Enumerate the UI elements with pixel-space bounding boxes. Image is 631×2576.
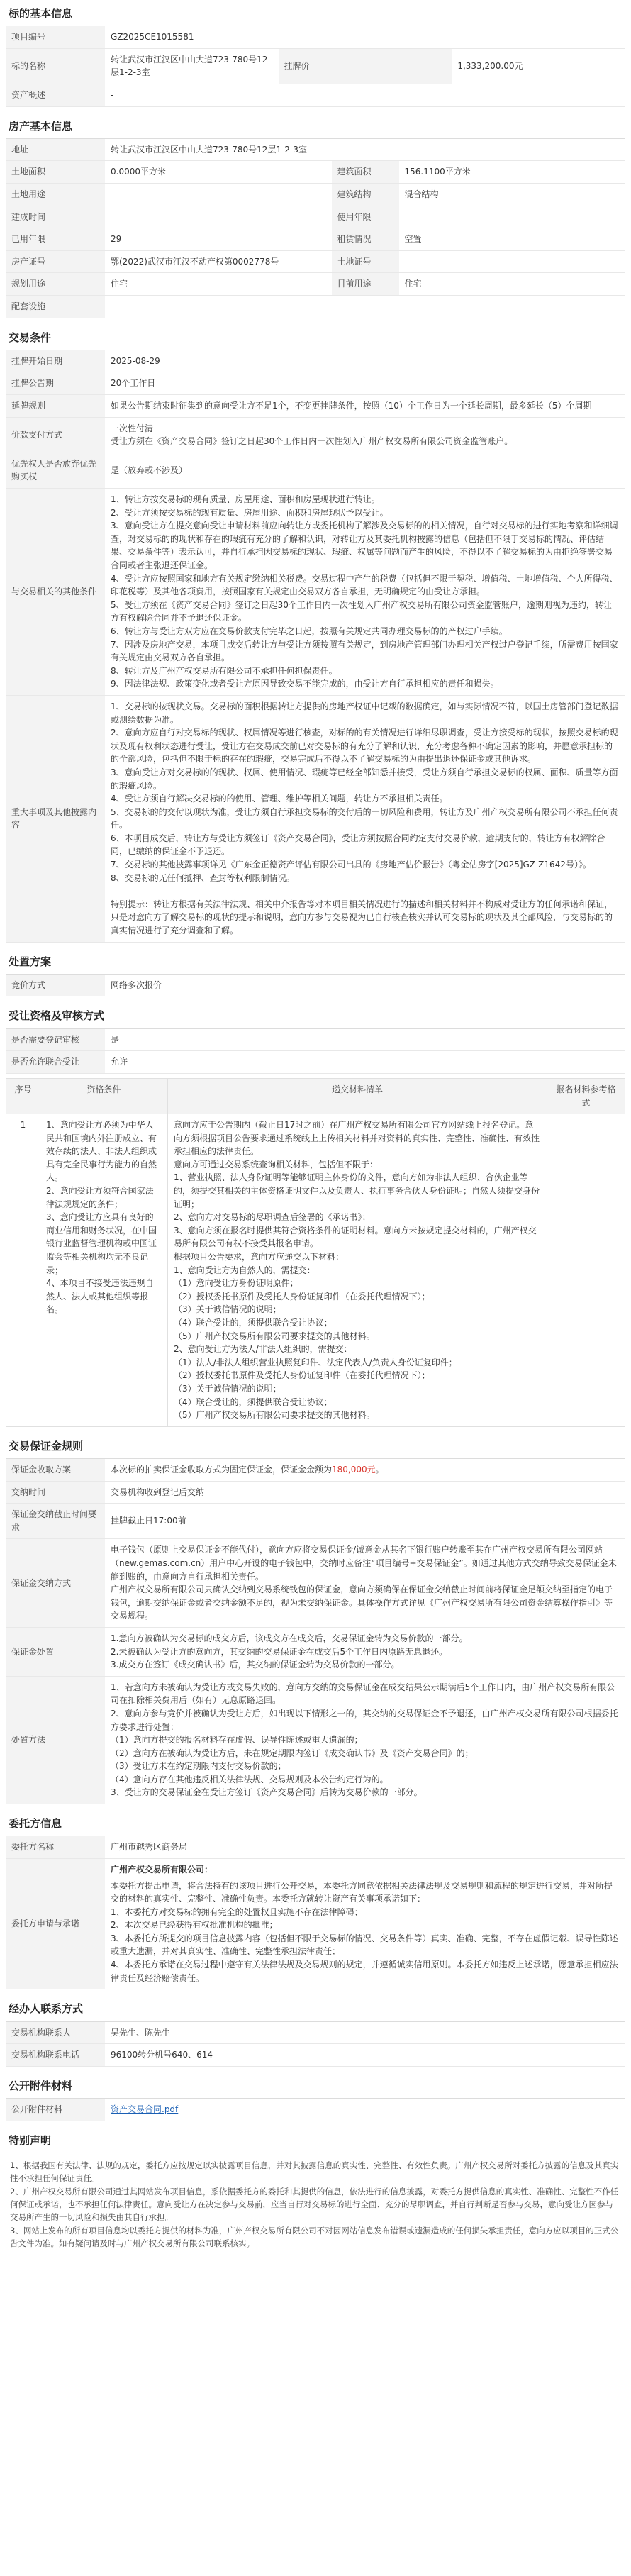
principal-commitment-value — [105, 1858, 625, 1989]
deposit-rules-table — [6, 1459, 625, 1804]
deposit-method-value: 电子钱包（原则上交易保证金不能代付），意向方应将交易保证金/诚意金从其名下银行账户转账至其在广州产权交易所有限公司网站（new.gemas.com.cn）用户中心开设的电子钱包中，交纳时应备注“项目编号+交易保证金”。如通过其他方式交纳导致交易保证金未能到账的，由意向方自行承担相关责任。 广州产权交易所有限公司只确认交纳到交易系统钱包的保证金，意向方须确保在保证金交纳截止时间前将保证金足额交纳至指定的电子钱包，逾期交纳保证金或者交纳金额不足的，视为未交纳保证金。具体操作方式详见《广州产权交易所有限公司资金结算操作指引》等交易规程。 — [105, 1539, 625, 1628]
attachments-title: 公开附件材料 — [6, 2074, 625, 2099]
facilities-label: 配套设施 — [6, 296, 105, 318]
contact-person-value: 吴先生、陈先生 — [105, 2022, 625, 2044]
registration-review-label: 是否需要登记审核 — [6, 1029, 105, 1051]
structure-label: 建筑结构 — [332, 184, 399, 206]
land-use-value — [105, 184, 332, 206]
lease-status-label: 租赁情况 — [332, 228, 399, 251]
service-life-label: 使用年限 — [332, 206, 399, 228]
reference-format — [547, 1114, 625, 1427]
table-row — [6, 1029, 625, 1051]
land-area-value: 0.0000平方米 — [105, 161, 332, 184]
land-cert-value — [399, 250, 626, 273]
preemptive-right-label: 优先权人是否放弃优先购买权 — [6, 453, 105, 488]
lease-status-value: 空置 — [399, 228, 626, 251]
listing-price-label: 挂牌价 — [279, 48, 452, 84]
asset-overview-value: - — [105, 84, 625, 107]
principal-name-label: 委托方名称 — [6, 1836, 105, 1858]
disposal-method-label: 处置方法 — [6, 1676, 105, 1804]
planned-use-label: 规划用途 — [6, 273, 105, 296]
table-row — [6, 206, 625, 228]
attachments-table — [6, 2099, 625, 2121]
table-row — [6, 2022, 625, 2044]
contact-phone-label: 交易机构联系电话 — [6, 2044, 105, 2067]
built-time-value — [105, 206, 332, 228]
qualification-condition: 1、意向受让方必须为中华人民共和国境内外注册成立、有效存续的法人、非法人组织或具有完全民事行为能力的自然人。 2、意向受让方须符合国家法律法规规定的条件； 3、意向受让方应具有良好的商业信用和财务状况，在中国银行业监督管理机构或中国证监会等相关机构均无不良记录； 4、本项目不接受违法违规自然人、法人或其他组织等报名。 — [40, 1114, 168, 1427]
disclosure-value: 1、交易标的按现状交易。交易标的面积根据转让方提供的房地产权证中记载的数据确定，如与实际情况不符，以国土房管部门登记数据或测绘数据为准。 2、意向方应自行对交易标的现状、权属情况等进行核查，对标的的有关情况进行详细尽职调查，受让方接受标的现状，按照交易标的现状及现有权利状态进行受让，受让方在交易成交前已对交易标的有充分了解和认识，充分考虑各种不确定因素的影响，并愿意承担标的的全部风险，包括但不限于标的存在的瑕疵，交易完成后不得以不了解交易标的为由提出退还保证金或其他诉求。 3、意向受让方对交易标的的现状、权属、使用情况、瑕疵等已经全部知悉并接受，受让方须自行承担交易标的权属、面积、质量等方面的瑕疵风险。 4、受让方须自行解决交易标的的使用、管理、维护等相关问题，转让方不承担相关责任。 5、交易标的的交付以现状为准，受让方须自行承担交易标的交付后的一切风险和费用，转让方及广州产权交易所有限公司不承担任何责任。 6、本项目成交后，转让方与受让方须签订《资产交易合同》，受让方须按照合同约定支付交易价款，逾期支付的，转让方有权解除合同，已缴纳的保证金不予退还。 7、交易标的其他披露事项详见《广东金正德资产评估有限公司出具的《房地产估价报告》（粤金估房字[2025]GZ-Z1642号）》。 8、交易标的无任何抵押、查封等权利限制情况。 特别提示：转让方根据有关法律法规、相关中介报告等对本项目相关情况进行的描述和相关材料并不构成对受让方的任何承诺和保证，只是对意向方了解交易标的现状的提示和说明，意向方参与交易视为已自行核查核实并认可交易标的现状及其全部风险，与交易标的的真实情况进行了充分调查和了解。 — [105, 695, 625, 942]
facilities-value — [105, 296, 625, 318]
preemptive-right-value: 是（放弃或不涉及） — [105, 453, 625, 488]
table-row — [6, 26, 625, 48]
table-row — [6, 2099, 625, 2121]
disclosure-label: 重大事项及其他披露内容 — [6, 695, 105, 942]
property-cert-label: 房产证号 — [6, 250, 105, 273]
deposit-amount: 180,000元 — [332, 1465, 376, 1475]
column-header-no: 序号 — [6, 1078, 40, 1114]
qualification-table — [6, 1029, 625, 1074]
deposit-scheme-label: 保证金收取方案 — [6, 1459, 105, 1481]
address-label: 地址 — [6, 139, 105, 161]
table-row — [6, 1858, 625, 1989]
project-no-value: GZ2025CE1015581 — [105, 26, 625, 48]
registration-review-value: 是 — [105, 1029, 625, 1051]
basic-info-table — [6, 26, 625, 106]
table-row — [6, 161, 625, 184]
joint-transfer-value: 允许 — [105, 1051, 625, 1074]
table-row — [6, 2044, 625, 2067]
extension-rule-label: 延牌规则 — [6, 395, 105, 418]
row-number: 1 — [6, 1114, 40, 1427]
listing-price-value: 1,333,200.00元 — [452, 48, 625, 84]
joint-transfer-label: 是否允许联合受让 — [6, 1051, 105, 1074]
listing-start-label: 挂牌开始日期 — [6, 350, 105, 372]
principal-name-value: 广州市越秀区商务局 — [105, 1836, 625, 1858]
deposit-scheme-text: 本次标的拍卖保证金收取方式为固定保证金，保证金金额为 — [111, 1465, 333, 1475]
planned-use-value: 住宅 — [105, 273, 332, 296]
years-used-value: 29 — [105, 228, 332, 251]
disposal-method-value: 1、若意向方未被确认为受让方或交易失败的，意向方交纳的交易保证金在成交结果公示期满后5个工作日内，由广州产权交易所有限公司在扣除相关费用后（如有）无息原路退回。 2、意向方参与竞价并被确认为受让方后，如出现以下情形之一的，其交纳的交易保证金不予退还，由广州产权交易所有限公司根据委托方要求进行处置： （1）意向方提交的报名材料存在虚假、误导性陈述或重大遗漏的； （2）意向方在被确认为受让方后，未在规定期限内签订《成交确认书》及《资产交易合同》的； （3）受让方未在约定期限内支付交易价款的； （4）意向方存在其他违反相关法律法规、交易规则及本公告约定行为的。 3、受让方的交易保证金在受让方签订《资产交易合同》后转为交易价款的一部分。 — [105, 1676, 625, 1804]
payment-method-value: 一次性付清 受让方须在《资产交易合同》签订之日起30个工作日内一次性划入广州产权交易所有限公司资金监管账户。 — [105, 417, 625, 453]
table-row — [6, 1504, 625, 1539]
column-header-documents: 递交材料清单 — [168, 1078, 547, 1114]
current-use-value: 住宅 — [399, 273, 626, 296]
table-row — [6, 139, 625, 161]
qualification-grid — [6, 1078, 625, 1427]
payment-method-label: 价款支付方式 — [6, 417, 105, 453]
bidding-method-label: 竞价方式 — [6, 975, 105, 996]
bidding-method-value: 网络多次报价 — [105, 975, 625, 996]
column-header-format: 报名材料参考格式 — [547, 1078, 625, 1114]
commitment-text: 本委托方提出申请，将合法持有的该项目进行公开交易，本委托方同意依据相关法律法规及交易规则和流程的规定进行交易，并对所提交的材料的真实性、完整性、准确性负责。本委托方就转让资产有关事项承诺如下： 1、本委托方对交易标的拥有完全的处置权且实施不存在法律障碍； 2、本次交易已经获得有权批准机构的批准； 3、本委托方所提交的项目信息披露内容（包括但不限于交易标的情况、交易条件等）真实、准确、完整，不存在虚假记载、误导性陈述或重大遗漏，并对其真实性、准确性、完整性承担法律责任； 4、本委托方承诺在交易过程中遵守有关法律法规及交易规则的规定，并遵循诚实信用原则。本委托方如违反上述承诺，愿意承担相应法律责任及经济赔偿责任。 — [111, 1880, 618, 1983]
principal-info-title: 委托方信息 — [6, 1811, 625, 1836]
other-conditions-value: 1、转让方按交易标的现有质量、房屋用途、面积和房屋现状进行转让。 2、受让方须按交易标的现有质量、房屋用途、面积和房屋现状予以受让。 3、意向受让方在提交意向受让申请材料前应向转让方或委托机构了解涉及交易标的的相关情况，自行对交易标的进行实地考察和详细调查，对交易标的的现状和存在的瑕疵有充分的了解和认识，对转让方及其委托机构披露的信息（包括但不限于交易标的情况、评估结果、交易条件等）表示认可，并自行承担因交易标的现状、瑕疵、权属等问题而产生的风险，不得以不了解交易标的为由拒绝签署交易合同或者主张退还保证金。 4、受让方应按照国家和地方有关规定缴纳相关税费。交易过程中产生的税费（包括但不限于契税、增值税、土地增值税、个人所得税、印花税等）及其他各项费用，按照国家有关规定由交易双方各自承担，无明确规定的由受让方承担。 5、受让方须在《资产交易合同》签订之日起30个工作日内一次性划入广州产权交易所有限公司资金监管账户，逾期则视为违约，转让方有权解除合同并不予退还保证金。 6、转让方与受让方双方应在交易价款支付完毕之日起，按照有关规定共同办理交易标的的产权过户手续。 7、因涉及房地产交易，本项目成交后转让方与受让方须按照有关规定，到房地产管理部门办理相关产权过户登记手续，所需费用按国家有关规定由交易双方各自承担。 8、转让方及广州产权交易所有限公司不承担任何担保责任。 9、因法律法规、政策变化或者受让方原因导致交易不能完成的，由受让方自行承担相应的责任和损失。 — [105, 489, 625, 696]
table-row — [6, 1114, 625, 1427]
table-row — [6, 296, 625, 318]
asset-overview-label: 资产概述 — [6, 84, 105, 107]
table-row — [6, 350, 625, 372]
table-row — [6, 417, 625, 453]
qualification-title: 受让资格及审核方式 — [6, 1004, 625, 1028]
structure-value: 混合结构 — [399, 184, 626, 206]
contact-person-label: 交易机构联系人 — [6, 2022, 105, 2044]
table-row — [6, 1539, 625, 1628]
attachments-value — [105, 2099, 625, 2121]
table-row — [6, 395, 625, 418]
table-row — [6, 1481, 625, 1504]
table-row — [6, 273, 625, 296]
extension-rule-value: 如果公告期结束时征集到的意向受让方不足1个，不变更挂牌条件，按照（10）个工作日为一个延长周期，最多延长（5）个周期 — [105, 395, 625, 418]
trade-conditions-table — [6, 350, 625, 943]
building-area-value: 156.1100平方米 — [399, 161, 626, 184]
table-row — [6, 453, 625, 488]
land-area-label: 土地面积 — [6, 161, 105, 184]
table-row — [6, 372, 625, 395]
deposit-scheme-value — [105, 1459, 625, 1481]
project-page — [0, 1, 631, 2265]
column-header-condition: 资格条件 — [40, 1078, 168, 1114]
property-info-title: 房产基本信息 — [6, 114, 625, 139]
statement-text: 1、根据我国有关法律、法规的规定，委托方应按规定以实披露项目信息，并对其披露信息的真实性、完整性、有效性负责。广州产权交易所对委托方披露的信息及其真实性不承担任何保证责任。 2、广州产权交易所有限公司通过其网站发布项目信息，系依据委托方的委托和其提供的信息，依法进行的信息披露，对委托方提供信息的真实性、准确性、完整性不作任何保证或承诺，也不承担任何法律责任。意向受让方在决定参与交易前，应当自行对交易标的进行全面、充分的尽职调查，并自行判断是否参与交易，意向受让方因参与交易所产生的一切风险和损失由其自行承担。 3、网站上发布的所有项目信息均以委托方提供的材料为准，广州产权交易所有限公司不对因网站信息发布错误或遗漏造成的任何损失承担责任，意向方应以项目的正式公告文件为准。如有疑问请及时与广州产权交易所有限公司联系核实。 — [10, 2160, 619, 2249]
submission-documents: 意向方应于公告期内（截止日17时之前）在广州产权交易所有限公司官方网站线上报名登记。意向方须根据项目公告要求通过系统线上上传相关材料并对资料的真实性、完整性、准确性、有效性承担相应的法律责任。 意向方可通过交易系统查询相关材料，包括但不限于： 1、营业执照、法人身份证明等能够证明主体身份的文件，意向方如为非法人组织、合伙企业等的，须提交其相关的主体资格证明文件以及负责人、执行事务合伙人身份证明；自然人须提交身份证明； 2、意向方对交易标的尽职调查后签署的《承诺书》； 3、意向方须在报名时提供其符合资格条件的证明材料。意向方未按规定提交材料的，广州产权交易所有限公司有权不接受其报名申请。 根据项目公告要求，意向方应递交以下材料： 1、意向受让方为自然人的，需提交： （1）意向受让方身份证明原件； （2）授权委托书原件及受托人身份证复印件（在委托代理情况下）； （3）关于诚信情况的说明； （4）联合受让的，须提供联合受让协议； （5）广州产权交易所有限公司要求提交的其他材料。 2、意向受让方为法人/非法人组织的，需提交： （1）法人/非法人组织营业执照复印件、法定代表人/负责人身份证复印件； （2）授权委托书原件及受托人身份证复印件（在委托代理情况下）； （3）关于诚信情况的说明； （4）联合受让的，须提供联合受让协议； （5）广州产权交易所有限公司要求提交的其他材料。 — [168, 1114, 547, 1427]
table-row — [6, 228, 625, 251]
disposal-plan-table — [6, 975, 625, 997]
property-cert-value: 鄂(2022)武汉市江汉不动产权第0002778号 — [105, 250, 332, 273]
address-value: 转让武汉市江汉区中山大道723-780号12层1-2-3室 — [105, 139, 625, 161]
listing-period-label: 挂牌公告期 — [6, 372, 105, 395]
table-row — [6, 250, 625, 273]
deposit-deadline-value: 挂牌截止日17:00前 — [105, 1504, 625, 1539]
principal-commitment-label: 委托方申请与承诺 — [6, 1858, 105, 1989]
built-time-label: 建成时间 — [6, 206, 105, 228]
table-row — [6, 48, 625, 84]
current-use-label: 目前用途 — [332, 273, 399, 296]
table-row — [6, 1627, 625, 1676]
basic-info-title: 标的基本信息 — [6, 1, 625, 26]
deposit-handling-value: 1.意向方被确认为交易标的成交方后，该成交方在成交后，交易保证金转为交易价款的一部分。 2.未被确认为受让方的意向方，其交纳的交易保证金在成交后5个工作日内原路无息退还。 3.成交方在签订《成交确认书》后，其交纳的保证金转为交易价款的一部分。 — [105, 1627, 625, 1676]
payment-time-value: 交易机构收到登记后交纳 — [105, 1481, 625, 1504]
land-use-label: 土地用途 — [6, 184, 105, 206]
contact-phone-value: 96100转分机号640、614 — [105, 2044, 625, 2067]
property-info-table — [6, 139, 625, 318]
statement-title: 特别声明 — [6, 2128, 625, 2153]
asset-name-value: 转让武汉市江汉区中山大道723-780号12层1-2-3室 — [105, 48, 279, 84]
deposit-handling-label: 保证金处置 — [6, 1627, 105, 1676]
attachments-label: 公开附件材料 — [6, 2099, 105, 2121]
years-used-label: 已用年限 — [6, 228, 105, 251]
table-row — [6, 1051, 625, 1074]
other-conditions-label: 与交易相关的其他条件 — [6, 489, 105, 696]
asset-name-label: 标的名称 — [6, 48, 105, 84]
listing-period-value: 20个工作日 — [105, 372, 625, 395]
table-row — [6, 184, 625, 206]
payment-time-label: 交纳时间 — [6, 1481, 105, 1504]
table-row — [6, 1459, 625, 1481]
table-row — [6, 695, 625, 942]
deposit-method-label: 保证金交纳方式 — [6, 1539, 105, 1628]
commitment-addressee: 广州产权交易所有限公司： — [111, 1864, 213, 1875]
table-row — [6, 975, 625, 996]
contact-table — [6, 2022, 625, 2067]
listing-start-value: 2025-08-29 — [105, 350, 625, 372]
table-row — [6, 84, 625, 107]
deposit-rules-title: 交易保证金规则 — [6, 1434, 625, 1459]
trade-conditions-title: 交易条件 — [6, 326, 625, 350]
deposit-deadline-label: 保证金交纳截止时间要求 — [6, 1504, 105, 1539]
deposit-scheme-end: 。 — [375, 1465, 384, 1475]
contact-title: 经办人联系方式 — [6, 1997, 625, 2021]
service-life-value — [399, 206, 626, 228]
contract-pdf-link[interactable]: 资产交易合同.pdf — [111, 2104, 179, 2114]
building-area-label: 建筑面积 — [332, 161, 399, 184]
table-row — [6, 1836, 625, 1858]
land-cert-label: 土地证号 — [332, 250, 399, 273]
principal-info-table — [6, 1836, 625, 1989]
disposal-plan-title: 处置方案 — [6, 950, 625, 975]
table-row — [6, 489, 625, 696]
table-row — [6, 1676, 625, 1804]
table-header-row — [6, 1078, 625, 1114]
project-no-label: 项目编号 — [6, 26, 105, 48]
